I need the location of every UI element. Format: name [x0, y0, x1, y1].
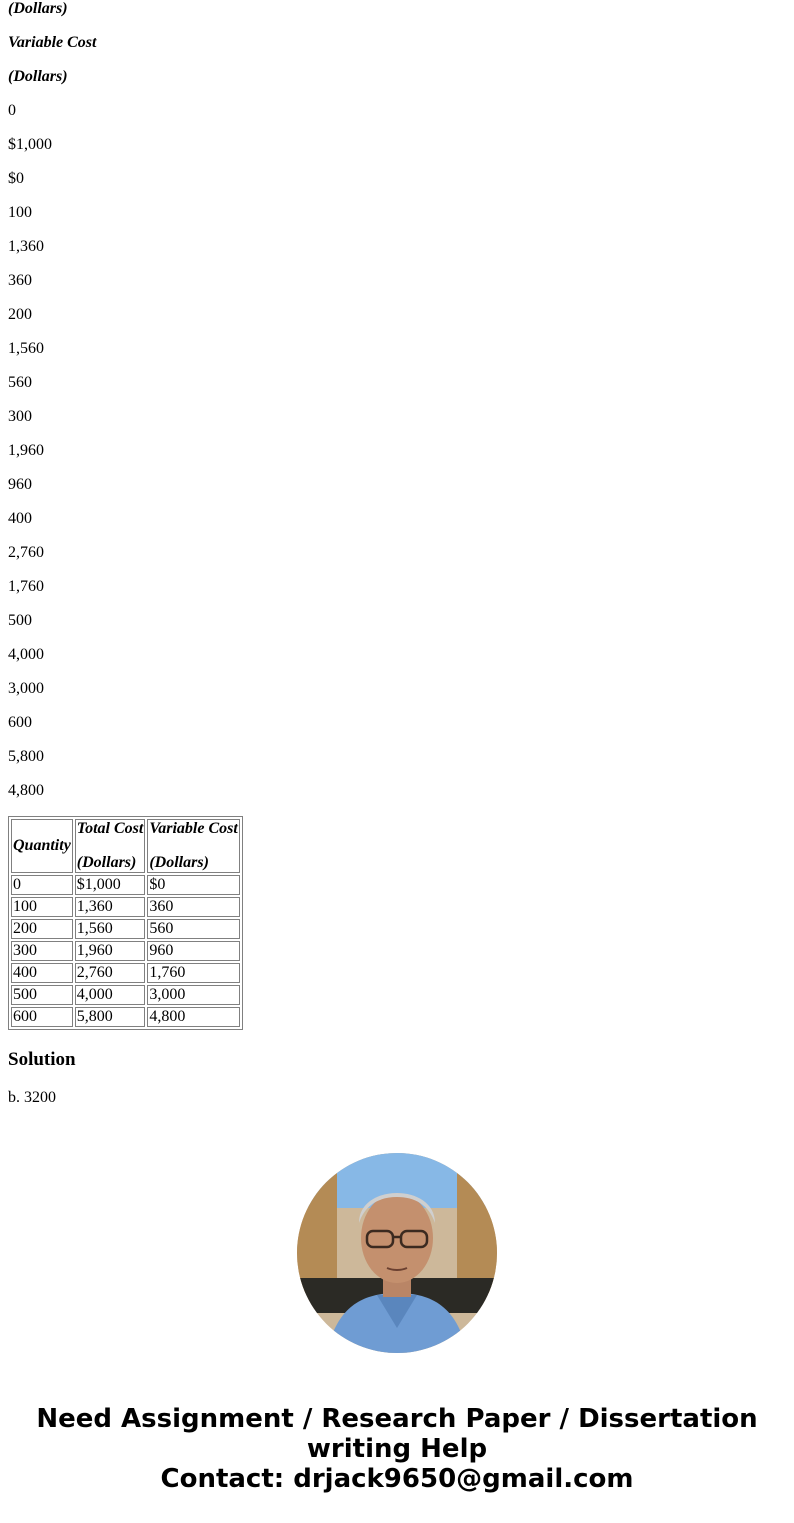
total-cost-cell: 4,000 — [75, 985, 146, 1005]
fragment-line: 560 — [8, 374, 32, 391]
variable-cost-cell: 3,000 — [147, 985, 239, 1005]
table-row — [11, 941, 240, 961]
fragment-line: 400 — [8, 510, 32, 527]
fragment-line: 1,560 — [8, 340, 44, 357]
fragment-line: 960 — [8, 476, 32, 493]
quantity-cell: 500 — [11, 985, 73, 1005]
total-cost-cell: 5,800 — [75, 1007, 146, 1027]
table-row — [11, 985, 240, 1005]
fragment-line: 1,760 — [8, 578, 44, 595]
quantity-cell: 600 — [11, 1007, 73, 1027]
table-row — [11, 1007, 240, 1027]
fragment-line: 600 — [8, 714, 32, 731]
fragment-line: 360 — [8, 272, 32, 289]
header-quantity-label: Quantity — [13, 837, 71, 854]
header-variable-cost-line1: Variable Cost — [149, 820, 238, 837]
quantity-cell: 100 — [11, 897, 73, 917]
total-cost-cell: 2,760 — [75, 963, 146, 983]
fragment-line: 300 — [8, 408, 32, 425]
quantity-cell: 300 — [11, 941, 73, 961]
author-avatar — [297, 1153, 497, 1353]
cost-table — [8, 816, 243, 1030]
fragment-line: 4,000 — [8, 646, 44, 663]
quantity-cell: 200 — [11, 919, 73, 939]
quantity-cell: 400 — [11, 963, 73, 983]
solution-heading: Solution — [8, 1049, 76, 1070]
header-variable-cost — [147, 819, 239, 873]
fragment-line: $0 — [8, 170, 24, 187]
header-total-cost-line1: Total Cost — [76, 820, 144, 837]
variable-cost-cell: 560 — [147, 919, 239, 939]
variable-cost-cell: 4,800 — [147, 1007, 239, 1027]
table-header-row — [11, 819, 240, 873]
variable-cost-cell: 960 — [147, 941, 239, 961]
fragment-line: $1,000 — [8, 136, 52, 153]
table-row — [11, 897, 240, 917]
total-cost-cell: 1,360 — [75, 897, 146, 917]
fragment-line: 2,760 — [8, 544, 44, 561]
table-row — [11, 875, 240, 895]
table-row — [11, 919, 240, 939]
total-cost-cell: $1,000 — [75, 875, 146, 895]
fragment-line: (Dollars) — [8, 68, 68, 85]
fragment-line: (Dollars) — [8, 0, 68, 17]
fragment-line: 3,000 — [8, 680, 44, 697]
header-variable-cost-line2: (Dollars) — [149, 854, 209, 871]
fragment-line: 200 — [8, 306, 32, 323]
fragment-line: 100 — [8, 204, 32, 221]
variable-cost-cell: 360 — [147, 897, 239, 917]
quantity-cell: 0 — [11, 875, 73, 895]
total-cost-cell: 1,960 — [75, 941, 146, 961]
cta-line-2: writing Help — [306, 1434, 488, 1464]
avatar-portrait-icon — [297, 1153, 497, 1353]
table-row — [11, 963, 240, 983]
solution-answer: b. 3200 — [8, 1089, 56, 1106]
fragment-line: 5,800 — [8, 748, 44, 765]
variable-cost-cell: 1,760 — [147, 963, 239, 983]
fragment-line: 500 — [8, 612, 32, 629]
header-quantity — [11, 819, 73, 873]
header-total-cost-line2: (Dollars) — [76, 854, 137, 871]
fragment-line: 1,960 — [8, 442, 44, 459]
total-cost-cell: 1,560 — [75, 919, 146, 939]
header-total-cost — [75, 819, 146, 873]
cta-line-3: Contact: drjack9650@gmail.com — [160, 1464, 634, 1494]
fragment-line: 4,800 — [8, 782, 44, 799]
fragment-line: 1,360 — [8, 238, 44, 255]
fragment-line: Variable Cost — [8, 34, 97, 51]
variable-cost-cell: $0 — [147, 875, 239, 895]
cta-line-1: Need Assignment / Research Paper / Dissertation — [36, 1404, 758, 1434]
fragment-line: 0 — [8, 102, 16, 119]
help-contact-banner — [0, 1404, 794, 1494]
